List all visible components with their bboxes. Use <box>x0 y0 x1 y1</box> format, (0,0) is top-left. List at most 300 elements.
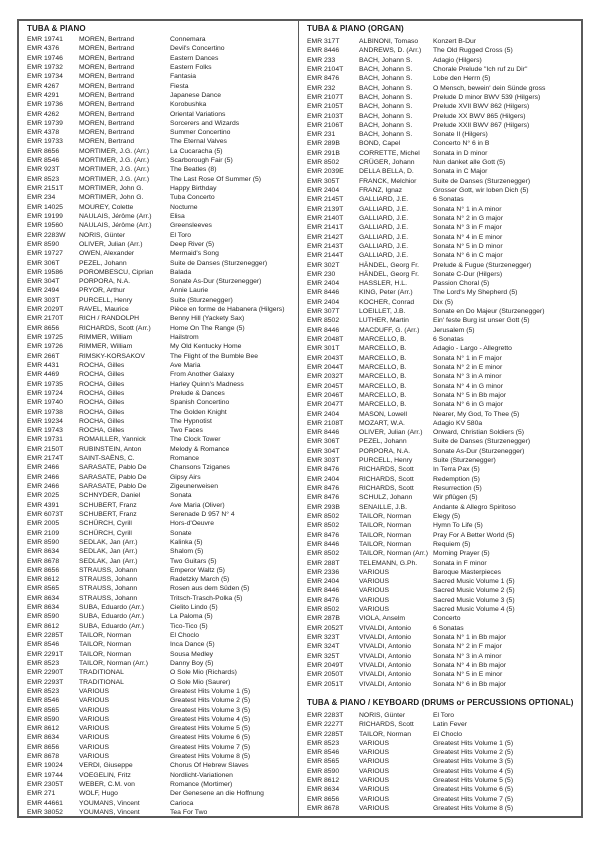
composer-name: BACH, Johann S. <box>359 93 413 101</box>
catalog-number: EMR 8476 <box>307 466 340 474</box>
catalog-row <box>19 314 298 323</box>
catalog-number: EMR 4376 <box>27 45 60 53</box>
piece-title: Wir pflügen (5) <box>433 494 478 502</box>
catalog-number: EMR 2494 <box>27 287 60 295</box>
catalog-row <box>299 521 581 530</box>
composer-name: VIVALDI, Antonio <box>359 643 412 651</box>
catalog-row <box>299 568 581 577</box>
piece-title: Baroque Masterpieces <box>433 568 502 576</box>
catalog-row <box>299 493 581 502</box>
composer-name: VIVALDI, Antonio <box>359 634 412 641</box>
catalog-row <box>19 212 298 221</box>
piece-title: Greatest Hits Volume 8 (5) <box>433 805 514 812</box>
composer-name: TAILOR, Norman (Arr.) <box>359 550 428 558</box>
catalog-row <box>19 706 298 715</box>
catalog-number: EMR 8446 <box>307 540 340 548</box>
catalog-number: EMR 2227T <box>307 721 344 729</box>
catalog-row <box>299 465 581 474</box>
catalog-row <box>19 538 298 547</box>
piece-title: Shalom (5) <box>170 548 204 556</box>
catalog-number: EMR 8476 <box>307 596 340 604</box>
composer-name: SCHNYDER, Daniel <box>79 492 141 500</box>
composer-name: SCHUBERT, Franz <box>79 510 137 518</box>
piece-title: Radetzky March (5) <box>170 576 230 584</box>
catalog-row <box>19 333 298 342</box>
catalog-number: EMR 8590 <box>27 715 60 723</box>
composer-name: MORTIMER, John G. <box>79 194 144 202</box>
catalog-row <box>19 268 298 277</box>
piece-title: 6 Sonatas <box>433 196 464 204</box>
catalog-number: EMR 307T <box>307 308 340 316</box>
catalog-row <box>19 687 298 696</box>
piece-title: Sonata N° 5 in D minor <box>433 242 503 250</box>
catalog-row <box>19 389 298 398</box>
composer-name: KOCHER, Conrad <box>359 298 415 306</box>
composer-name: OWEN, Alexander <box>79 250 135 258</box>
catalog-row <box>299 633 581 642</box>
catalog-row <box>19 426 298 435</box>
catalog-number: EMR 302T <box>307 261 340 269</box>
catalog-row <box>299 186 581 195</box>
catalog-row <box>19 100 298 109</box>
catalog-row <box>299 549 581 558</box>
row-list-tuba-piano-organ <box>299 37 581 689</box>
piece-title: Prelude D minor BWV 539 (Hilgers) <box>433 93 541 101</box>
composer-name: GALLIARD, J.E. <box>359 233 409 241</box>
catalog-row <box>299 540 581 549</box>
catalog-row <box>299 167 581 176</box>
catalog-number: EMR 8565 <box>27 585 60 593</box>
catalog-number: EMR 2047T <box>307 401 344 409</box>
piece-title: The Clock Tower <box>170 436 221 444</box>
piece-title: Sonata N° 4 in E minor <box>433 233 503 241</box>
composer-name: MORTIMER, John G. <box>79 185 144 192</box>
catalog-row <box>299 130 581 139</box>
catalog-number: EMR 8634 <box>307 786 340 794</box>
composer-name: TAILOR, Norman <box>359 531 411 539</box>
catalog-row <box>19 640 298 649</box>
right-column <box>299 21 581 816</box>
catalog-row <box>19 175 298 184</box>
catalog-number: EMR 8546 <box>27 157 60 165</box>
composer-name: MOREN, Bertrand <box>79 101 135 109</box>
catalog-row <box>19 566 298 575</box>
catalog-number: EMR 8612 <box>27 622 60 630</box>
composer-name: ROCHA, Gilles <box>79 389 125 397</box>
catalog-row <box>299 214 581 223</box>
catalog-row <box>299 596 581 605</box>
catalog-row <box>299 475 581 484</box>
piece-title: El Toro <box>170 231 192 239</box>
catalog-row <box>299 158 581 167</box>
composer-name: SCHÜRCH, Cyrill <box>79 529 132 537</box>
catalog-row <box>19 203 298 212</box>
piece-title: Adagio KV 580a <box>433 419 483 427</box>
catalog-number: EMR 305T <box>307 177 340 185</box>
left-column <box>19 21 299 816</box>
piece-title: Romance <box>170 455 200 463</box>
composer-name: SAINT-SAËNS, C. <box>79 455 135 463</box>
catalog-row <box>19 324 298 333</box>
piece-title: Annie Laurie <box>170 287 209 295</box>
composer-name: WEBER, C.M. von <box>79 781 135 788</box>
catalog-number: EMR 8476 <box>307 531 340 539</box>
catalog-number: EMR 2305T <box>27 781 64 788</box>
piece-title: Sacred Music Volume 2 (5) <box>433 587 515 595</box>
catalog-row <box>299 605 581 614</box>
catalog-number: EMR 2404 <box>307 187 340 194</box>
composer-name: PORPORA, N.A. <box>79 278 130 286</box>
catalog-number: EMR 8523 <box>27 687 60 695</box>
catalog-row <box>299 46 581 55</box>
catalog-number: EMR 2048T <box>307 336 344 343</box>
catalog-number: EMR 2466 <box>27 473 60 481</box>
piece-title: Romance (Mortimer) <box>170 781 233 788</box>
catalog-row <box>299 400 581 409</box>
catalog-number: EMR 14025 <box>27 203 63 211</box>
catalog-number: EMR 2404 <box>307 298 340 306</box>
piece-title: Resurrection (5) <box>433 485 482 492</box>
piece-title: 6 Sonatas <box>433 624 464 632</box>
piece-title: Happy Birthday <box>170 185 217 192</box>
piece-title: El Toro <box>433 711 455 719</box>
catalog-row <box>19 128 298 137</box>
composer-name: BACH, Johann S. <box>359 56 413 64</box>
composer-name: WOLF, Hugo <box>79 790 118 798</box>
catalog-row <box>299 804 581 813</box>
composer-name: MARCELLO, B. <box>359 336 407 343</box>
catalog-row <box>299 335 581 344</box>
catalog-number: EMR 8446 <box>307 289 340 297</box>
composer-name: BACH, Johann S. <box>359 75 413 83</box>
piece-title: Sonata in F minor <box>433 559 487 567</box>
composer-name: MORTIMER, J.G. (Arr.) <box>79 147 150 155</box>
catalog-row <box>299 624 581 633</box>
composer-name: YOUMANS, Vincent <box>79 808 140 816</box>
piece-title: Tritsch-Trasch-Polka (5) <box>170 594 243 602</box>
catalog-number: EMR 8502 <box>307 159 340 167</box>
composer-name: MARCELLO, B. <box>359 391 407 399</box>
composer-name: MOREN, Bertrand <box>79 91 135 99</box>
composer-name: TAILOR, Norman <box>79 632 131 639</box>
composer-name: VOEGELIN, Fritz <box>79 771 131 779</box>
catalog-number: EMR 19743 <box>27 427 63 435</box>
piece-title: Prelude & Fugue (Sturzenegger) <box>433 261 532 269</box>
catalog-number: EMR 8476 <box>307 494 340 502</box>
catalog-row <box>19 72 298 81</box>
catalog-row <box>19 231 298 240</box>
composer-name: FRANCK, Melchior <box>359 177 417 185</box>
catalog-number: EMR 8502 <box>307 522 340 530</box>
catalog-number: EMR 19741 <box>27 36 63 43</box>
piece-title: Ave Maria (Oliver) <box>170 501 225 509</box>
catalog-row <box>19 165 298 174</box>
catalog-row <box>299 233 581 242</box>
catalog-number: EMR 8523 <box>27 175 60 183</box>
piece-title: The Last Rose Of Summer (5) <box>170 175 262 183</box>
catalog-number: EMR 8590 <box>307 767 340 775</box>
catalog-row <box>19 491 298 500</box>
composer-name: RIMSKY-KORSAKOV <box>79 352 145 360</box>
catalog-number: EMR 2106T <box>307 121 344 129</box>
composer-name: SENAILLE, J.B. <box>359 503 407 511</box>
composer-name: SARASATE, Pablo De <box>79 483 147 490</box>
catalog-number: EMR 317T <box>307 38 340 45</box>
piece-title: Greatest Hits Volume 7 (5) <box>433 795 514 803</box>
catalog-number: EMR 324T <box>307 643 340 651</box>
catalog-number: EMR 288T <box>307 559 340 567</box>
piece-title: Greatest Hits Volume 6 (5) <box>170 734 251 742</box>
composer-name: ROCHA, Gilles <box>79 380 125 388</box>
catalog-number: EMR 8634 <box>27 734 60 742</box>
composer-name: BACH, Johann S. <box>359 121 413 129</box>
composer-name: RICHARDS, Scott <box>359 721 414 729</box>
catalog-number: EMR 303T <box>27 296 60 304</box>
catalog-row <box>19 715 298 724</box>
catalog-row <box>19 501 298 510</box>
catalog-row <box>299 149 581 158</box>
composer-name: VIVALDI, Antonio <box>359 661 412 669</box>
catalog-row <box>299 326 581 335</box>
composer-name: DELLA BELLA, D. <box>359 168 414 176</box>
composer-name: TAILOR, Norman <box>359 522 411 530</box>
composer-name: ROCHA, Gilles <box>79 417 125 425</box>
catalog-row <box>19 780 298 789</box>
catalog-row <box>299 748 581 757</box>
catalog-number: EMR 266T <box>27 352 60 360</box>
catalog-row <box>19 63 298 72</box>
piece-title: Sonata N° 3 in F major <box>433 224 502 232</box>
piece-title: Nun danket alle Gott (5) <box>433 159 506 167</box>
piece-title: The Flight of the Bumble Bee <box>170 352 259 360</box>
piece-title: Suite de Danses (Sturzenegger) <box>170 259 268 267</box>
composer-name: KING, Peter (Arr.) <box>359 289 413 297</box>
piece-title: Elegy (5) <box>433 512 461 520</box>
catalog-number: EMR 19732 <box>27 63 63 71</box>
composer-name: PRYOR, Arthur <box>79 287 125 295</box>
composer-name: MOREN, Bertrand <box>79 119 135 127</box>
catalog-row <box>19 193 298 202</box>
composer-name: PURCELL, Henry <box>359 457 413 465</box>
piece-title: Sonata in C Major <box>433 168 488 176</box>
catalog-row <box>299 419 581 428</box>
catalog-row <box>299 730 581 739</box>
catalog-row <box>299 437 581 446</box>
catalog-number: EMR 2046T <box>307 391 344 399</box>
composer-name: SEDLAK, Jan (Arr.) <box>79 557 138 565</box>
composer-name: NAULAIS, Jérôme (Arr.) <box>79 222 152 230</box>
catalog-number: EMR 2466 <box>27 483 60 490</box>
catalog-row <box>299 652 581 661</box>
catalog-number: EMR 304T <box>27 278 60 286</box>
composer-name: SARASATE, Pablo De <box>79 473 147 481</box>
piece-title: Tico-Tico (5) <box>170 622 208 630</box>
piece-title: Sonata N° 4 in G minor <box>433 382 503 390</box>
catalog-number: EMR 2140T <box>307 214 344 222</box>
piece-title: Pray For A Better World (5) <box>433 531 515 539</box>
catalog-page-frame <box>17 19 583 818</box>
piece-title: Dix (5) <box>433 298 454 306</box>
composer-name: ROMAILLER, Yannick <box>79 436 146 444</box>
catalog-number: EMR 19733 <box>27 138 63 146</box>
composer-name: PORPORA, N.A. <box>359 447 410 455</box>
piece-title: The Eternal Valves <box>170 138 227 146</box>
catalog-row <box>299 344 581 353</box>
piece-title: Cielito Lindo (5) <box>170 604 218 612</box>
piece-title: Kalinka (5) <box>170 538 203 546</box>
piece-title: Grosser Gott, wir loben Dich (5) <box>433 187 529 194</box>
catalog-number: EMR 19740 <box>27 399 63 407</box>
catalog-row <box>299 680 581 689</box>
catalog-row <box>19 584 298 593</box>
composer-name: MORTIMER, J.G. (Arr.) <box>79 157 150 165</box>
catalog-row <box>299 93 581 102</box>
composer-name: RAVEL, Maurice <box>79 306 129 314</box>
piece-title: Zigeunerweisen <box>170 483 218 490</box>
composer-name: YOUMANS, Vincent <box>79 799 140 807</box>
piece-title: Sonata N° 5 in E minor <box>433 671 503 679</box>
catalog-number: EMR 2104T <box>307 65 344 73</box>
section-tuba-piano-keyboard <box>299 697 581 813</box>
composer-name: PEZEL, Johann <box>359 438 407 446</box>
catalog-row <box>19 240 298 249</box>
piece-title: Two Faces <box>170 427 203 435</box>
composer-name: PURCELL, Henry <box>79 296 133 304</box>
piece-title: From Another Galaxy <box>170 371 235 379</box>
piece-title: Passion Choral (5) <box>433 280 490 288</box>
catalog-number: EMR 304T <box>307 447 340 455</box>
composer-name: MOZART, W.A. <box>359 419 405 427</box>
piece-title: In Terra Pax (5) <box>433 466 480 474</box>
catalog-number: EMR 4391 <box>27 501 60 509</box>
composer-name: BACH, Johann S. <box>359 65 413 73</box>
catalog-number: EMR 2032T <box>307 373 344 381</box>
catalog-number: EMR 2170T <box>27 315 64 323</box>
catalog-row <box>19 482 298 491</box>
catalog-row <box>19 342 298 351</box>
catalog-number: EMR 8590 <box>27 240 60 248</box>
composer-name: RUBINSTEIN, Anton <box>79 445 142 453</box>
piece-title: 6 Sonatas <box>433 336 464 343</box>
composer-name: BACH, Johann S. <box>359 84 413 92</box>
piece-title: Sonata N° 4 in Bb major <box>433 661 506 669</box>
catalog-number: EMR 2105T <box>307 103 344 111</box>
catalog-number: EMR 2150T <box>27 445 64 453</box>
composer-name: MOREN, Bertrand <box>79 110 135 118</box>
piece-title: Emperor Waltz (5) <box>170 566 225 574</box>
composer-name: MORTIMER, J.G. (Arr.) <box>79 175 150 183</box>
composer-name: GALLIARD, J.E. <box>359 196 409 204</box>
piece-title: Sonate en Do Majeur (Sturzenegger) <box>433 308 545 316</box>
catalog-number: EMR 2404 <box>307 578 340 586</box>
catalog-number: EMR 2045T <box>307 382 344 390</box>
piece-title: Greatest Hits Volume 6 (5) <box>433 786 514 794</box>
piece-title: The Beatles (8) <box>170 166 217 174</box>
catalog-number: EMR 8590 <box>27 613 60 621</box>
catalog-number: EMR 8612 <box>27 725 60 733</box>
composer-name: VARIOUS <box>359 786 390 794</box>
catalog-row <box>299 428 581 437</box>
composer-name: MACDUFF, G. (Arr.) <box>359 326 420 334</box>
composer-name: ROCHA, Gilles <box>79 408 125 416</box>
catalog-row <box>299 363 581 372</box>
catalog-row <box>299 242 581 251</box>
composer-name: VIVALDI, Antonio <box>359 671 412 679</box>
composer-name: SCHUBERT, Franz <box>79 501 137 509</box>
composer-name: ROCHA, Gilles <box>79 361 125 369</box>
catalog-number: EMR 19736 <box>27 101 63 109</box>
piece-title: Sonata <box>170 492 192 500</box>
catalog-number: EMR 289B <box>307 140 340 148</box>
composer-name: VIVALDI, Antonio <box>359 624 412 632</box>
catalog-number: EMR 8502 <box>307 550 340 558</box>
catalog-row <box>19 286 298 295</box>
composer-name: TAILOR, Norman <box>79 641 131 649</box>
catalog-number: EMR 8634 <box>27 604 60 612</box>
catalog-number: EMR 2108T <box>307 419 344 427</box>
catalog-number: EMR 8546 <box>27 697 60 705</box>
catalog-row <box>19 454 298 463</box>
catalog-number: EMR 2050T <box>307 671 344 679</box>
composer-name: SUBA, Eduardo (Arr.) <box>79 622 144 630</box>
catalog-number: EMR 8546 <box>307 749 340 757</box>
catalog-row <box>19 408 298 417</box>
catalog-row <box>19 398 298 407</box>
catalog-number: EMR 19724 <box>27 389 63 397</box>
composer-name: RICHARDS, Scott <box>359 485 414 492</box>
composer-name: TAILOR, Norman <box>359 512 411 520</box>
catalog-row <box>19 305 298 314</box>
piece-title: La Cucaracha (5) <box>170 147 223 155</box>
piece-title: Onward, Christian Soldiers (5) <box>433 429 525 437</box>
composer-name: VARIOUS <box>359 606 390 614</box>
piece-title: Sonata N° 6 in C major <box>433 252 503 260</box>
catalog-row <box>19 259 298 268</box>
piece-title: Summer Concertino <box>170 129 231 137</box>
catalog-row <box>299 307 581 316</box>
catalog-number: EMR 8502 <box>307 512 340 520</box>
catalog-number: EMR 8546 <box>27 641 60 649</box>
catalog-row <box>299 382 581 391</box>
catalog-number: EMR 2144T <box>307 252 344 260</box>
composer-name: VARIOUS <box>79 687 110 695</box>
composer-name: ALBINONI, Tomaso <box>359 38 419 45</box>
catalog-number: EMR 2143T <box>307 242 344 250</box>
piece-title: Greatest Hits Volume 3 (5) <box>170 706 251 714</box>
catalog-row <box>19 752 298 761</box>
catalog-number: EMR 19739 <box>27 119 63 127</box>
catalog-number: EMR 38052 <box>27 808 63 816</box>
catalog-row <box>19 724 298 733</box>
piece-title: Greatest Hits Volume 1 (5) <box>433 739 514 747</box>
piece-title: Greatest Hits Volume 2 (5) <box>433 749 514 757</box>
catalog-row <box>299 767 581 776</box>
catalog-row <box>19 631 298 640</box>
piece-title: Sonata N° 1 in A minor <box>433 205 502 213</box>
piece-title: Home On The Range (5) <box>170 324 245 332</box>
catalog-row <box>19 771 298 780</box>
catalog-number: EMR 2052T <box>307 624 344 632</box>
piece-title: O Sole Mio (Saurer) <box>170 678 231 686</box>
piece-title: My Old Kentucky Home <box>170 343 242 351</box>
piece-title: Ein' feste Burg ist unser Gott (5) <box>433 317 530 325</box>
catalog-number: EMR 923T <box>27 166 60 174</box>
composer-name: MARCELLO, B. <box>359 382 407 390</box>
composer-name: MOREN, Bertrand <box>79 36 135 43</box>
catalog-number: EMR 271 <box>27 790 56 798</box>
catalog-row <box>19 678 298 687</box>
piece-title: Prelude XVII BWV 862 (Hilgers) <box>433 103 530 111</box>
